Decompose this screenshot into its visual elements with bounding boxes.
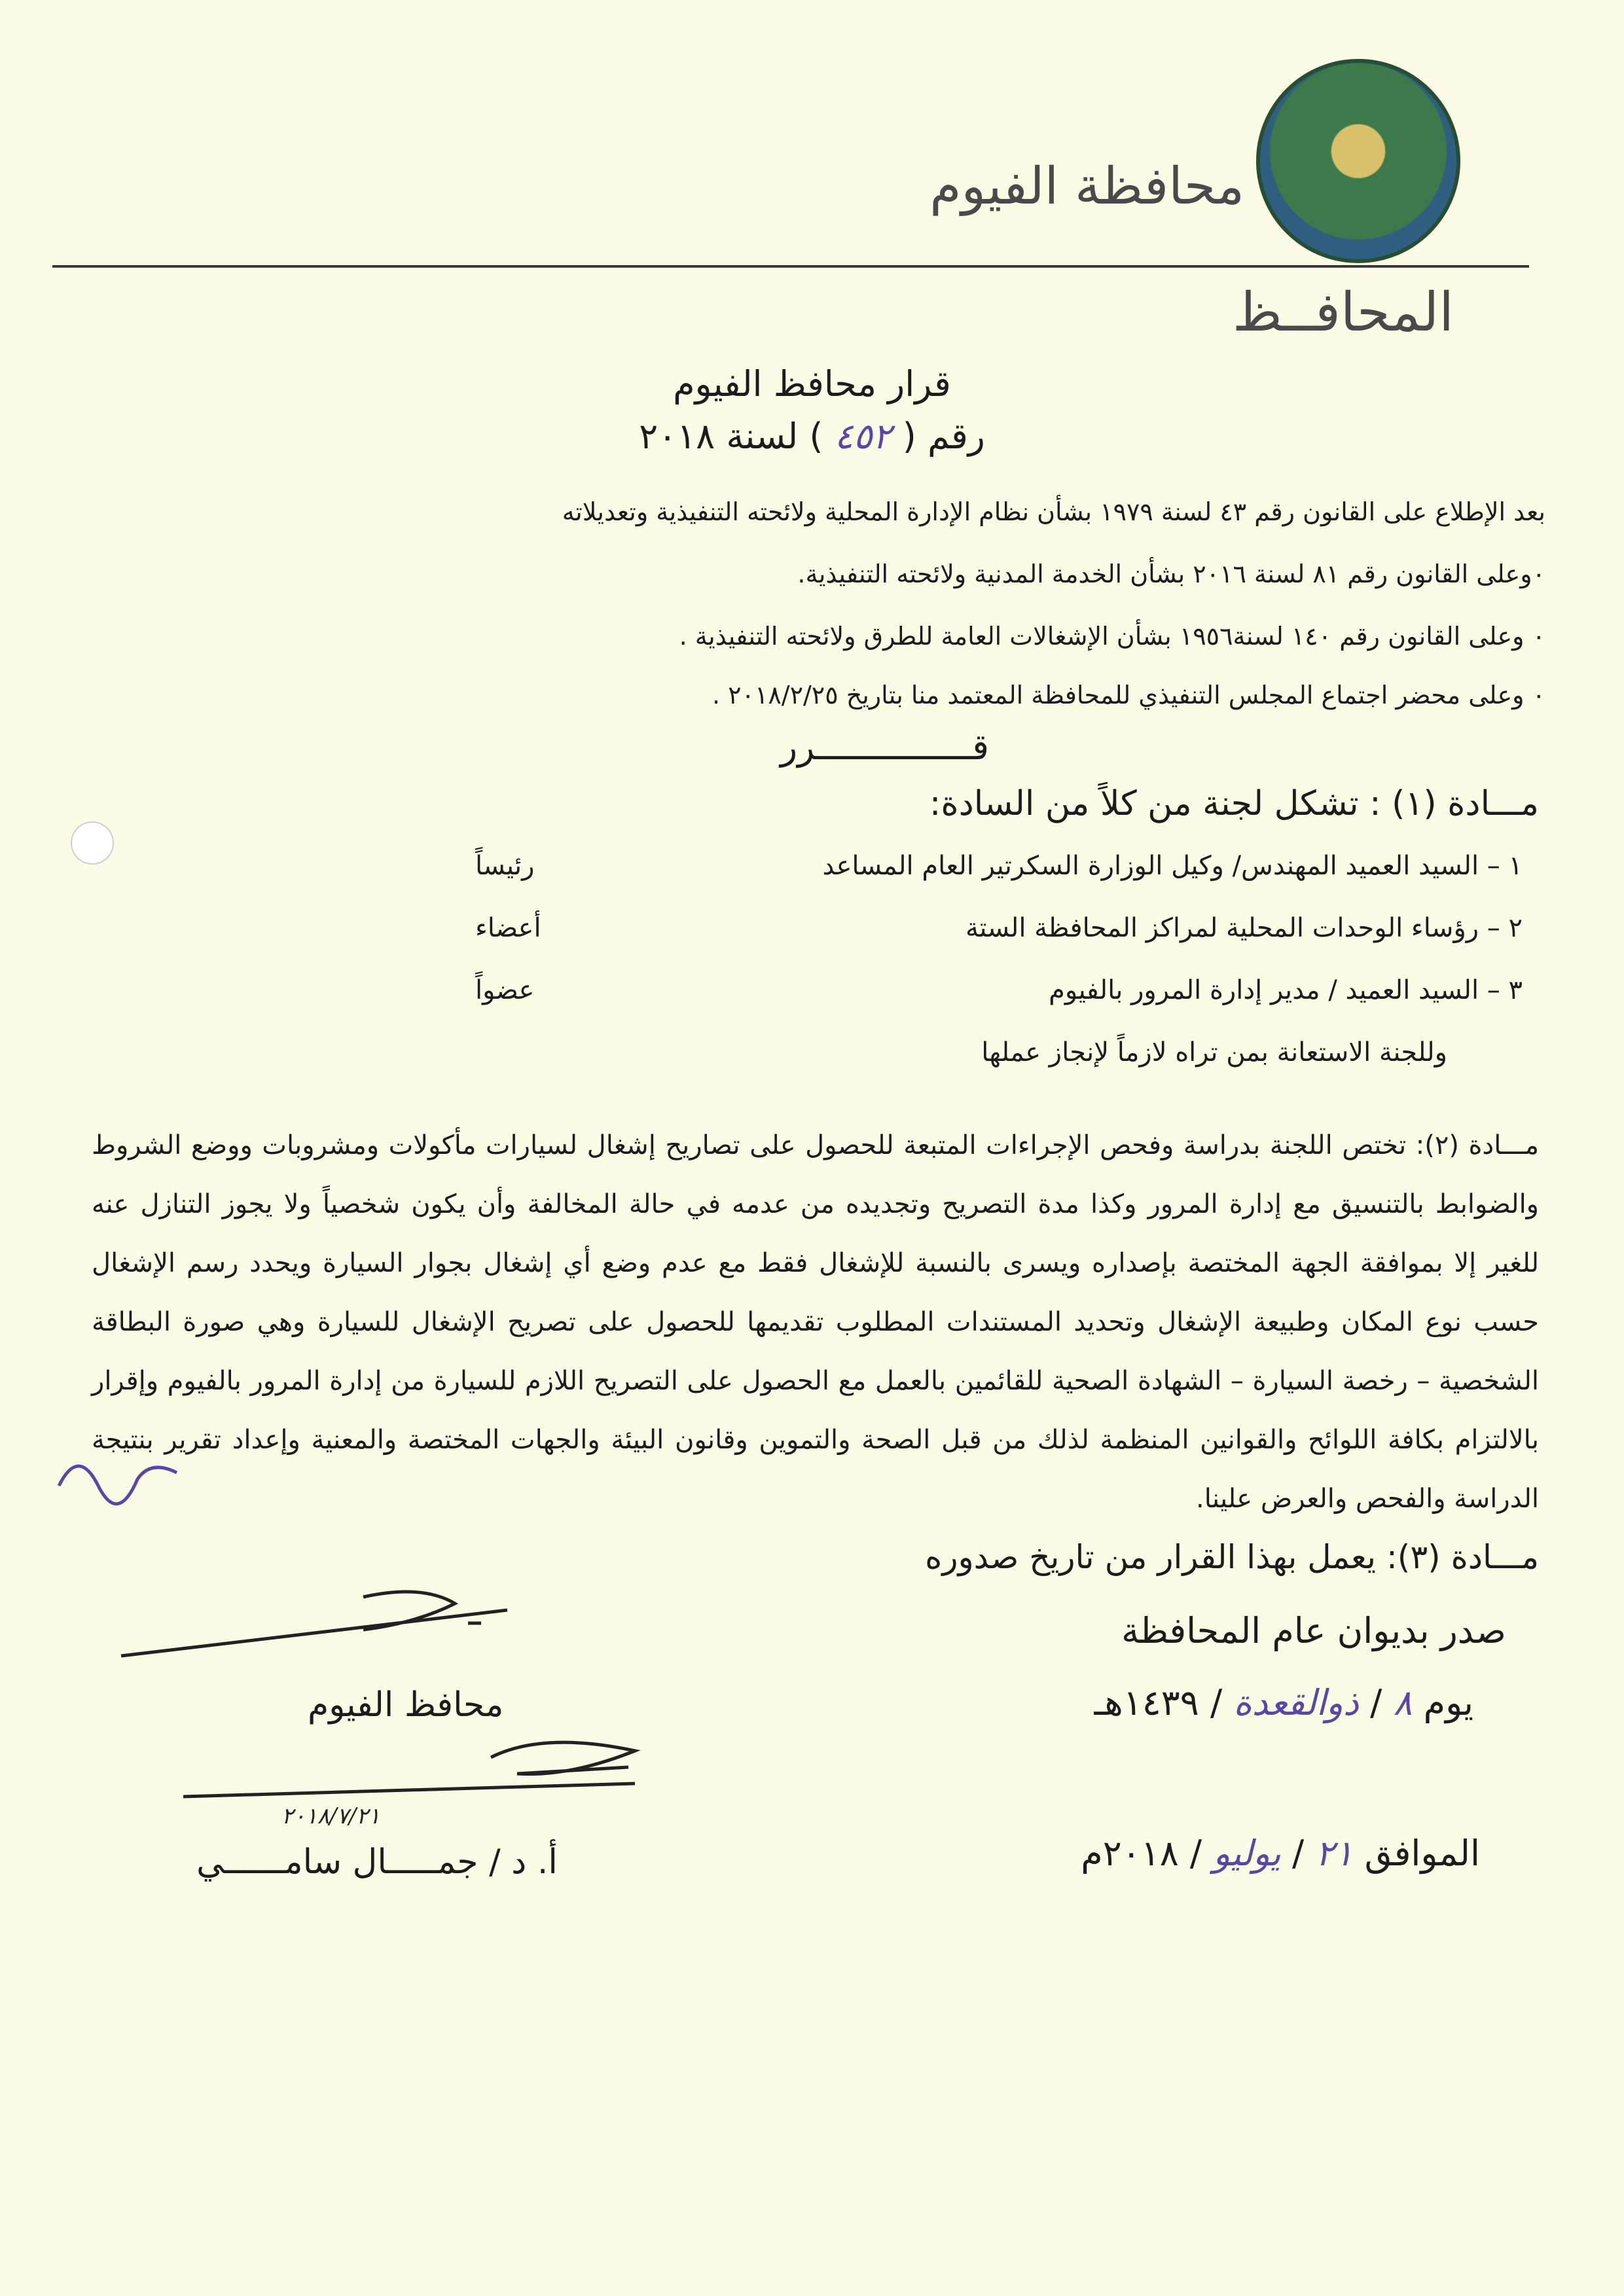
punch-hole bbox=[71, 821, 114, 865]
member-name: السيد العميد / مدير إدارة المرور بالفيوم bbox=[1049, 975, 1479, 1005]
decision-number-suffix: ) لسنة ٢٠١٨ bbox=[639, 416, 823, 457]
office-title: المحافــظ bbox=[1232, 281, 1454, 344]
hijri-year: ١٤٣٩هـ bbox=[1094, 1682, 1199, 1723]
gregorian-prefix: الموافق bbox=[1364, 1833, 1480, 1874]
member-role: عضواً bbox=[475, 975, 535, 1005]
hijri-date: يوم ٨ / ذوالقعدة / ١٤٣٩هـ bbox=[1094, 1682, 1473, 1723]
article-3-text: مـــادة (٣): يعمل بهذا القرار من تاريخ صدوره bbox=[925, 1538, 1539, 1576]
article-1-note: وللجنة الاستعانة بمن تراه لازماً لإنجاز عملها bbox=[981, 1037, 1447, 1067]
signatory-title: محافظ الفيوم bbox=[308, 1685, 504, 1725]
gregorian-month: يوليو bbox=[1213, 1833, 1281, 1874]
member-role: أعضاء bbox=[475, 913, 541, 943]
preamble-line: ٠وعلى القانون رقم ٨١ لسنة ٢٠١٦ بشأن الخدمة المدنية ولائحته التنفيذية. bbox=[797, 560, 1545, 588]
governorate-title: محافظة الفيوم bbox=[929, 157, 1244, 216]
decision-number-prefix: رقم ( bbox=[902, 416, 985, 457]
signature-handwritten-date: ٢٠١٨/٧/٢١ bbox=[281, 1803, 380, 1829]
preamble-line: ٠ وعلى القانون رقم ١٤٠ لسنة١٩٥٦ بشأن الإشغالات العامة للطرق ولائحته التنفيذية . bbox=[679, 622, 1545, 651]
member-name: السيد العميد المهندس/ وكيل الوزارة السكرتير العام المساعد bbox=[822, 851, 1479, 881]
member-number: ٣ – bbox=[1487, 975, 1523, 1005]
decision-number-handwritten: ٤٥٢ bbox=[834, 416, 892, 457]
header-divider bbox=[52, 265, 1529, 268]
member-name: رؤساء الوحدات المحلية لمراكز المحافظة الستة bbox=[965, 913, 1479, 943]
hijri-prefix: يوم bbox=[1423, 1682, 1473, 1723]
issuance-place: صدر بديوان عام المحافظة bbox=[1121, 1610, 1506, 1651]
article-2-paragraph: مـــادة (٢): تختص اللجنة بدراسة وفحص الإجراءات المتبعة للحصول على تصاريح إشغال لسيارات مأكولات ومشروبات ووضع الشروط والضوابط بالتنسيق مع إدارة المرور وكذا مدة التصريح وتجديده من عدمه في حالة المخالفة وأن يكون شخصياً ولا يجوز التنازل عنه للغير إلا بموافقة الجهة المختصة بإصداره ويسرى بالنسبة للإشغال فقط مع عدم وضع أي إشغال بجوار السيارة ويحدد رسم الإشغال حسب نوع المكان وطبيعة الإشغال وتحديد المستندات المطلوب تقديمها للحصول على تصريح الإشغال للسيارة وهي صورة البطاقة الشخصية – رخصة السيارة – الشهادة الصحية للقائمين بالعمل مع الحصول على التصريح اللازم للسيارة من إدارة المرور بالفيوم وإقرار بالالتزام بكافة اللوائح والقوانين المنظمة لذلك من قبل الصحة والتموين وقانون البيئة والجهات المختصة والمعنية وإعداد تقرير بنتيجة الدراسة والفحص والعرض علينا. bbox=[92, 1130, 1540, 1514]
margin-scribble bbox=[52, 1433, 183, 1525]
member-number: ١ – bbox=[1487, 851, 1523, 881]
seal-lettering bbox=[1265, 110, 1451, 171]
gregorian-day: ٢١ bbox=[1315, 1833, 1354, 1874]
signatory-name: أ. د / جمـــــال سامــــــي bbox=[196, 1842, 558, 1882]
gregorian-year: ٢٠١٨م bbox=[1081, 1833, 1179, 1874]
member-entry bbox=[965, 913, 1523, 943]
member-entry bbox=[1049, 975, 1523, 1005]
committee-member-row bbox=[115, 913, 1523, 943]
gregorian-date: الموافق ٢١ / يوليو / ٢٠١٨م bbox=[1081, 1833, 1480, 1874]
decision-number bbox=[0, 416, 1624, 457]
hijri-day: ٨ bbox=[1393, 1682, 1413, 1723]
member-role: رئيساً bbox=[475, 851, 535, 881]
committee-member-row bbox=[115, 851, 1523, 881]
preamble-line: ٠ وعلى محضر اجتماع المجلس التنفيذي للمحافظة المعتمد منا بتاريخ ٢٠١٨/٢/٢٥ . bbox=[712, 681, 1545, 709]
initials-signature bbox=[115, 1584, 520, 1669]
preamble-line: بعد الإطلاع على القانون رقم ٤٣ لسنة ١٩٧٩ بشأن نظام الإدارة المحلية ولائحته التنفيذية وتعديلاته bbox=[562, 497, 1545, 526]
committee-member-row bbox=[115, 975, 1523, 1005]
article-1-heading: مـــادة (١) : تشكل لجنة من كلاً من السادة: bbox=[929, 784, 1539, 823]
decision-title: قرار محافظ الفيوم bbox=[673, 363, 951, 404]
hijri-month: ذوالقعدة bbox=[1233, 1682, 1359, 1723]
governorate-seal-logo bbox=[1256, 59, 1460, 263]
member-number: ٢ – bbox=[1487, 913, 1523, 943]
decides-heading: قـــــــــــــــرر bbox=[780, 726, 989, 768]
member-entry bbox=[822, 851, 1523, 881]
governor-signature bbox=[177, 1738, 648, 1810]
